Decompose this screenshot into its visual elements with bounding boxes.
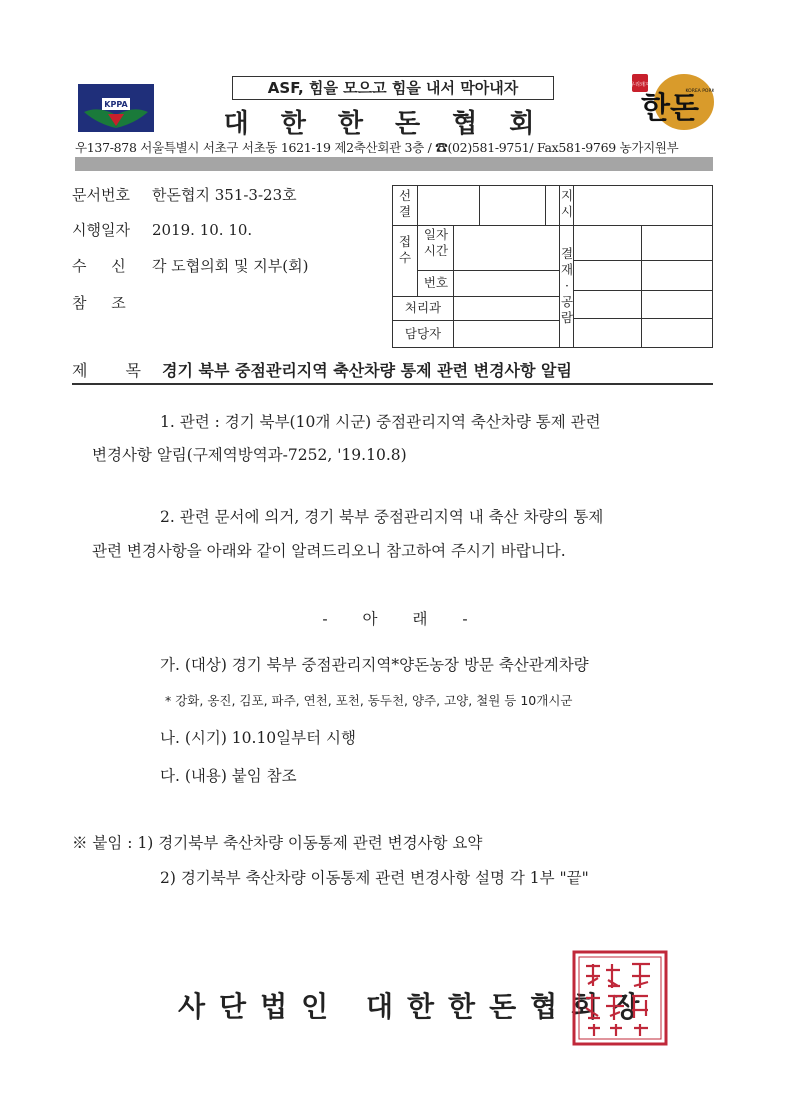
paragraph-1-line-1: 1. 관련 : 경기 북부(10개 시군) 중점관리지역 축산차량 통제 관련 xyxy=(160,413,601,431)
attachment-2: 2) 경기북부 축산차량 이동통제 관련 변경사항 설명 각 1부 "끝" xyxy=(160,869,589,887)
meta-value: 각 도협의회 및 지부(회) xyxy=(152,257,309,275)
header-divider xyxy=(75,157,713,171)
handon-logo-text: 한돈 xyxy=(641,91,699,126)
slogan-box: ASF, 힘을 모으고 힘을 내서 막아내자 xyxy=(232,76,554,100)
grid-il-ja-si-gan: 일자 시간 xyxy=(423,227,449,258)
paragraph-2-line-2: 관련 변경사항을 아래와 같이 알려드리오니 참고하여 주시기 바랍니다. xyxy=(92,542,566,560)
item-a: 가. (대상) 경기 북부 중점관리지역*양돈농장 방문 축산관계차량 xyxy=(160,656,589,674)
grid-gyeol-jae-gong-ram: 결재·공람 xyxy=(561,246,574,325)
meta-label: 시행일자 xyxy=(72,221,130,239)
meta-doc-number xyxy=(72,184,297,205)
subject-underline xyxy=(72,383,713,385)
grid-jeop-su: 접수 xyxy=(398,234,412,265)
meta-label: 문서번호 xyxy=(72,186,130,204)
meta-value: 한돈협지 351-3-23호 xyxy=(152,186,297,204)
grid-dam-dang-ja: 담당자 xyxy=(404,326,442,341)
paragraph-2-line-1: 2. 관련 문서에 의거, 경기 북부 중점관리지역 내 축산 차량의 통제 xyxy=(160,508,604,526)
item-c: 다. (내용) 붙임 참조 xyxy=(160,767,297,785)
org-title: 대한한돈협회 xyxy=(223,109,567,139)
grid-ji-si: 지시 xyxy=(561,188,574,219)
handon-logo-badge: 우리돼지 xyxy=(632,82,650,88)
address-line: 우137-878 서울특별시 서초구 서초동 1621-19 제2축산회관 3층 / ☎(02)581-9751/ Fax581-9769 농가지원부 xyxy=(75,140,679,155)
subject-line xyxy=(72,358,572,381)
meta-label: 참 조 xyxy=(72,294,136,312)
meta-label: 수 신 xyxy=(72,257,136,275)
meta-recipient xyxy=(72,255,308,276)
grid-seon-gyeol: 선결 xyxy=(398,188,412,219)
kppa-logo-text: KPPA xyxy=(104,100,128,109)
below-heading: - 아 래 - xyxy=(322,610,468,628)
meta-reference xyxy=(72,292,152,313)
approval-grid xyxy=(392,185,713,348)
subject-text: 경기 북부 중점관리지역 축산차량 통제 관련 변경사항 알림 xyxy=(162,361,572,380)
item-a-note: * 강화, 옹진, 김포, 파주, 연천, 포천, 동두천, 양주, 고양, 철원 등 10개시군 xyxy=(165,693,573,708)
subject-label: 제목 xyxy=(72,361,179,380)
grid-beon-ho: 번호 xyxy=(423,275,449,290)
kppa-logo xyxy=(78,84,154,132)
attachment-1: ※ 붙임 : 1) 경기북부 축산차량 이동통제 관련 변경사항 요약 xyxy=(72,834,483,852)
official-seal xyxy=(570,948,670,1048)
item-b: 나. (시기) 10.10일부터 시행 xyxy=(160,729,356,747)
handon-logo xyxy=(632,72,714,134)
handon-logo-sub: KOREA PORK xyxy=(685,89,714,94)
grid-cheo-ri-gwa: 처리과 xyxy=(404,300,442,315)
signature-line: 사단법인 대한한돈협회장 xyxy=(178,990,654,1023)
paragraph-1-line-2: 변경사항 알림(구제역방역과-7252, '19.10.8) xyxy=(92,446,407,464)
meta-date xyxy=(72,219,252,240)
meta-value: 2019. 10. 10. xyxy=(152,221,253,239)
